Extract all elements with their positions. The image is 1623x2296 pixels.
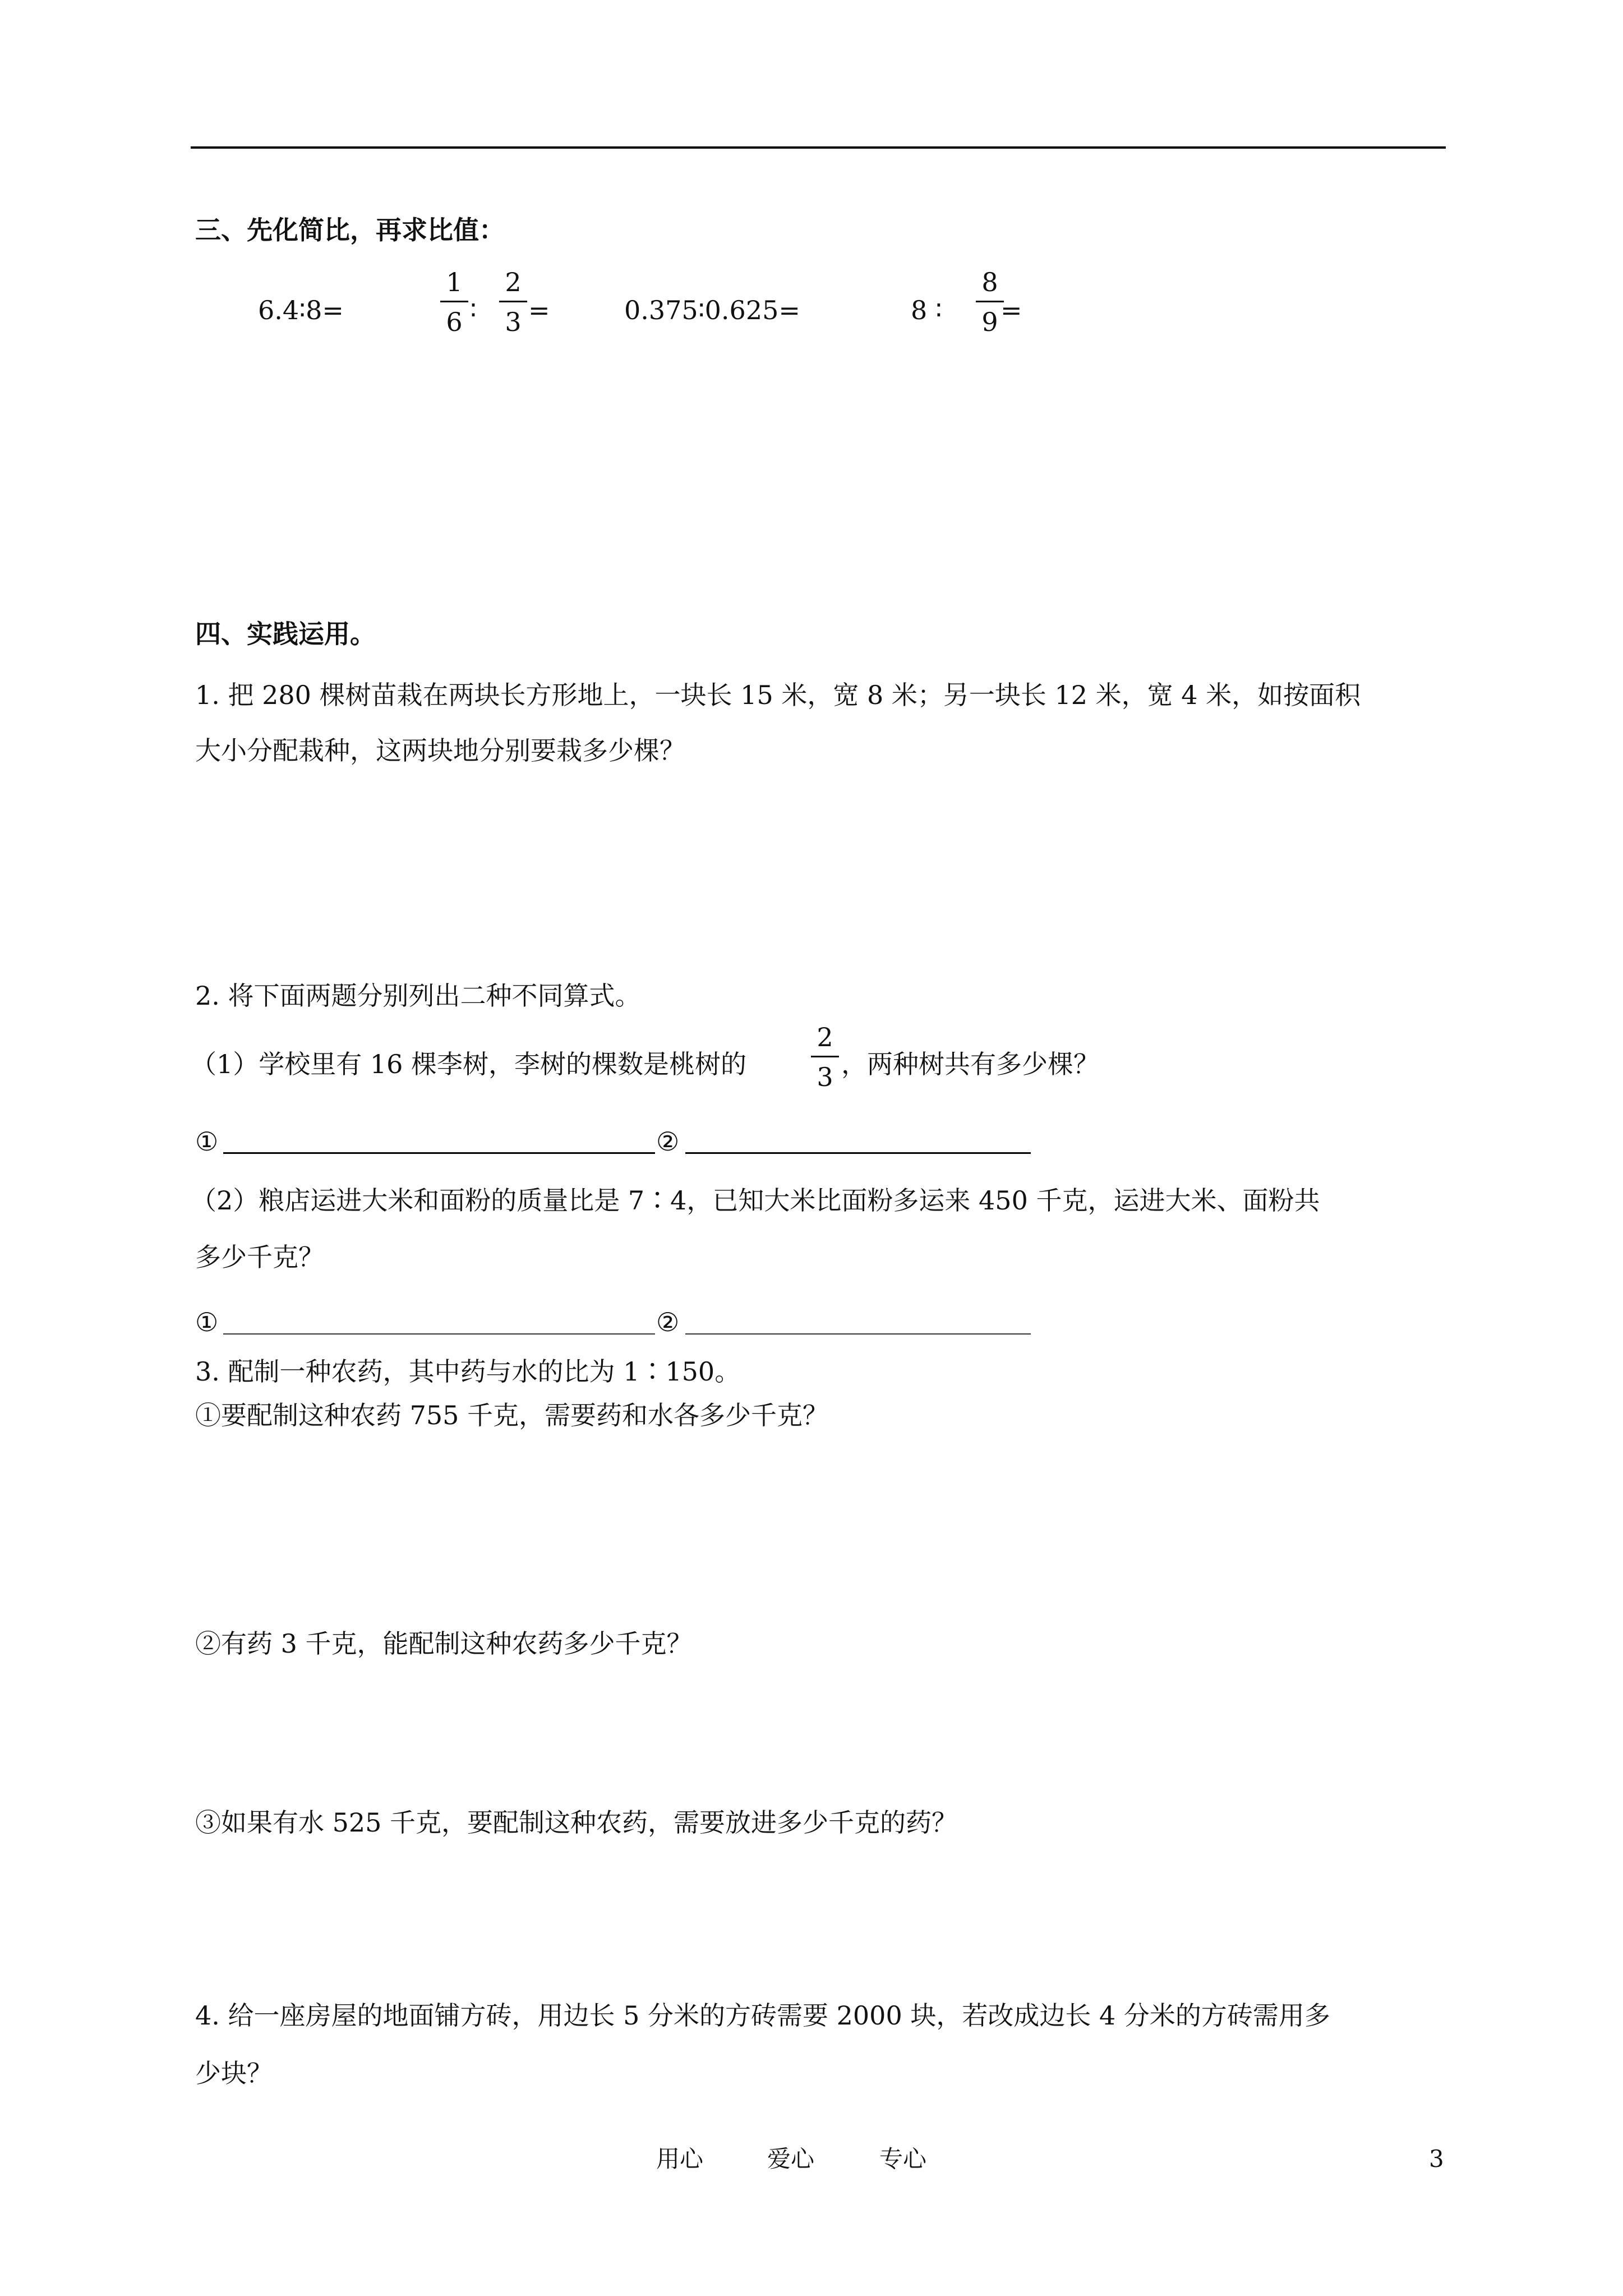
answer-blank-1[interactable] (223, 1333, 655, 1335)
answer-mark-2: ② (656, 1126, 680, 1157)
denominator: 3 (817, 1062, 833, 1092)
ratio-colon: ∶ (470, 295, 477, 325)
denominator: 6 (446, 307, 463, 337)
question-3-part-c: ③如果有水 525 千克，要配制这种农药，需要放进多少千克的药？ (195, 1807, 958, 1838)
ratio-expression-1: 6.4∶8= (258, 295, 344, 325)
question-2-2-line-2: 多少千克？ (195, 1242, 324, 1272)
equals-sign: = (1000, 295, 1022, 325)
header-rule (191, 146, 1446, 149)
fraction-two-thirds (499, 269, 527, 335)
question-1-line-1: 1. 把 280 棵树苗栽在两块长方形地上，一块长 15 米，宽 8 米；另一块长 12 米，宽 4 米，如按面积 (195, 680, 1361, 710)
numerator: 2 (817, 1022, 833, 1052)
ratio-expression-4-lead: 8 ∶ (911, 295, 942, 325)
section3-heading: 三、先化简比，再求比值： (195, 215, 505, 245)
question-3-part-b: ②有药 3 千克，能配制这种农药多少千克？ (195, 1628, 693, 1659)
fraction-two-thirds (811, 1024, 839, 1090)
fraction-bar (440, 301, 468, 302)
question-2-title: 2. 将下面两题分别列出二种不同算式。 (195, 981, 641, 1011)
numerator: 1 (446, 267, 463, 297)
answer-blank-1[interactable] (223, 1152, 655, 1154)
answer-mark-2: ② (656, 1307, 680, 1337)
equals-sign: = (528, 295, 550, 325)
footer-word: 专心 (879, 2145, 927, 2173)
numerator: 8 (981, 267, 998, 297)
footer-word: 用心 (656, 2145, 704, 2173)
question-2-1-text-end: ，两种树共有多少棵？ (841, 1049, 1099, 1079)
answer-blank-2[interactable] (685, 1152, 1031, 1154)
page-number: 3 (1429, 2145, 1444, 2173)
numerator: 2 (505, 267, 522, 297)
question-2-2-line-1: （2）粮店运进大米和面粉的质量比是 7∶4，已知大米比面粉多运来 450 千克，运进大米、面粉共 (191, 1185, 1320, 1216)
fraction-bar (811, 1056, 839, 1057)
fraction-bar (499, 301, 527, 302)
answer-blank-2[interactable] (685, 1333, 1031, 1335)
question-3-part-a: ①要配制这种农药 755 千克，需要药和水各多少千克？ (195, 1400, 829, 1430)
question-1-line-2: 大小分配栽种，这两块地分别要栽多少棵？ (195, 735, 685, 766)
question-4-line-2: 少块？ (195, 2058, 273, 2088)
footer-word: 爱心 (767, 2145, 815, 2173)
section4-heading: 四、实践运用。 (195, 619, 376, 649)
denominator: 3 (505, 307, 522, 337)
answer-mark-1: ① (195, 1126, 219, 1157)
denominator: 9 (981, 307, 998, 337)
fraction-eight-ninths (976, 269, 1004, 335)
question-4-line-1: 4. 给一座房屋的地面铺方砖，用边长 5 分米的方砖需要 2000 块，若改成边长 4 分米的方砖需用多 (195, 2000, 1330, 2031)
question-2-1-text: （1）学校里有 16 棵李树，李树的棵数是桃树的 (191, 1049, 747, 1079)
question-3-title: 3. 配制一种农药，其中药与水的比为 1∶150。 (195, 1356, 741, 1387)
answer-mark-1: ① (195, 1307, 219, 1337)
fraction-bar (976, 301, 1004, 302)
fraction-one-sixth (440, 269, 468, 335)
ratio-expression-3: 0.375∶0.625= (624, 295, 800, 325)
